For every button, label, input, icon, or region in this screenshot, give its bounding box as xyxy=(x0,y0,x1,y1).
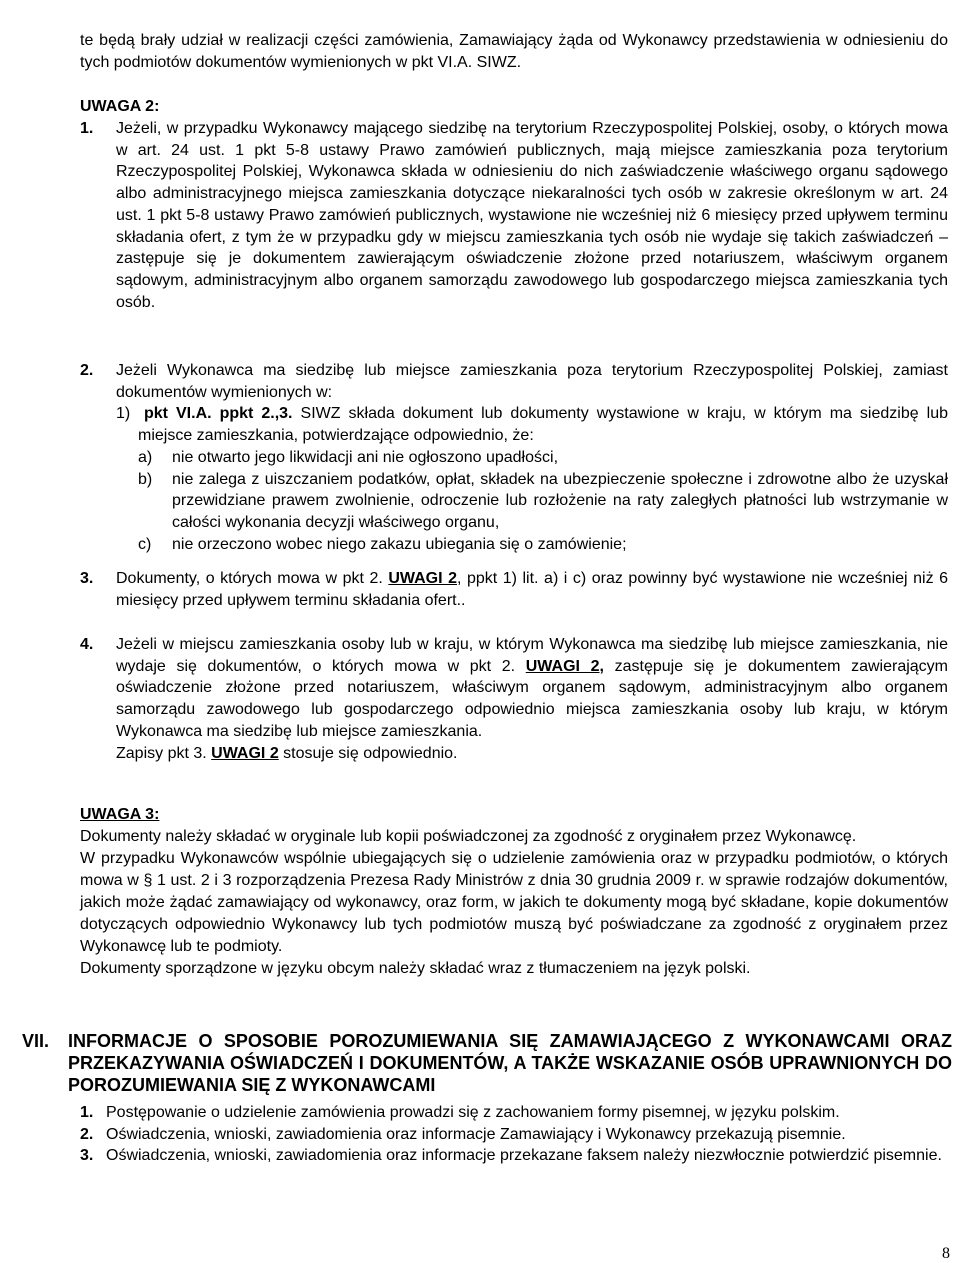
point-4-note xyxy=(116,743,948,765)
uwagi-2-reference: UWAGI 2, xyxy=(525,657,604,675)
subpoint-bold: pkt VI.A. ppkt 2.,3. xyxy=(144,405,293,423)
point-text xyxy=(116,634,948,743)
section-sign: § xyxy=(143,872,153,889)
uwaga2-heading: UWAGA 2: xyxy=(80,98,160,115)
item-number: 1. xyxy=(80,1104,94,1121)
text-part: stosuje się odpowiednio. xyxy=(278,744,458,762)
uwaga3-heading: UWAGA 3: xyxy=(80,806,160,823)
intro-text: te będą brały udział w realizacji części zamówienia, Zamawiający żąda od Wykonawcy przedstawienia w odniesieniu do tych podmiotów dokumentów wymienionych w pkt VI.A. SIWZ. xyxy=(80,32,948,71)
uwaga2-point-2 xyxy=(80,360,948,555)
uwaga2-point-1 xyxy=(80,118,948,313)
uwaga3-paragraph-3: Dokumenty sporządzone w języku obcym należy składać wraz z tłumaczeniem na język polski. xyxy=(80,960,751,977)
item-label: b) xyxy=(138,470,153,488)
item-text: Oświadczenia, wnioski, zawiadomienia oraz informacje przekazane faksem należy niezwłocznie potwierdzić pisemnie. xyxy=(106,1147,942,1165)
list-item xyxy=(138,534,948,556)
item-text: Oświadczenia, wnioski, zawiadomienia oraz informacje Zamawiający i Wykonawcy przekazują pisemnie. xyxy=(106,1125,846,1143)
section-7-list xyxy=(80,1102,955,1167)
list-item xyxy=(80,1124,955,1146)
section-title: INFORMACJE O SPOSOBIE POROZUMIEWANIA SIĘ ZAMAWIAJĄCEGO Z WYKONAWCAMI ORAZ PRZEKAZYWANIA OŚWIADCZEŃ I DOKUMENTÓW, A TAKŻE WSKAZANIE OSÓB UPRAWNIONYCH DO POROZUMIEWANIA SIĘ Z WYKONAWCAMI xyxy=(68,1031,952,1095)
list-item xyxy=(80,1102,955,1124)
text-part: Jeżeli w miejscu zamieszkania osoby lub w kraju, w którym Wykonawca ma siedzibę lub miejsce zamieszkania, nie wydaje się dokumentów, o których mowa w pkt 2. xyxy=(116,636,948,675)
point-number: 4. xyxy=(80,636,94,653)
item-text: nie otwarto jego likwidacji ani nie ogłoszono upadłości, xyxy=(172,448,559,466)
text-part: Zapisy pkt 3. xyxy=(116,744,212,762)
subpoint-rest: SIWZ składa dokument lub dokumenty wystawione w kraju, w którym ma siedzibę lub miejsce zamieszkania, potwierdzające odpowiednio, że: xyxy=(138,405,948,445)
text-part: Dokumenty, o których mowa w pkt 2. xyxy=(116,570,389,587)
item-label: a) xyxy=(138,448,153,466)
text-part: W przypadku Wykonawców wspólnie ubiegających się o udzielenie zamówienia oraz w przypadku podmiotów, o których mowa w xyxy=(80,850,948,889)
point-text: Jeżeli, w przypadku Wykonawcy mającego siedzibę na terytorium Rzeczypospolitej Polskiej, osoby, o których mowa w art. 24 ust. 1 pkt 5-8 ustawy Prawo zamówień publicznych, mają miejsce zamieszkania poza terytorium Rzeczypospolitej Polskiej, Wykonawca składa w odniesieniu do nich zaświadczenie właściwego organu sądowego albo administracyjnego miejsca zamieszkania dotyczące niekaralności tych osób w zakresie określonym w art. 24 ust. 1 pkt 5-8 ustawy Prawo zamówień publicznych, wystawione nie wcześniej niż 6 miesięcy przed upływem terminu składania ofert, z tym że w przypadku gdy w miejscu zamieszkania tych osób nie wydaje się takich zaświadczeń – zastępuje się je dokumentem zawierającym oświadczenie złożone przed notariuszem, właściwym organem sądowym, administracyjnym albo organem samorządu zawodowego lub gospodarczego miejsca zamieszkania tych osób. xyxy=(116,120,948,311)
page-number: 8 xyxy=(942,1245,950,1262)
subpoint-number: 1) xyxy=(116,405,131,423)
uwaga3-block xyxy=(80,804,948,980)
section-number: VII. xyxy=(22,1031,50,1051)
uwagi-2-reference: UWAGI 2 xyxy=(211,744,279,762)
text-part: zastępuje się je dokumentem zawierającym oświadczenie złożone przed notariuszem, właściwym organem sądowym, administracyjnym albo organem samorządu zawodowego lub gospodarczego odpowiednio miejsca zamieszkania osoby lub kraju, w którym Wykonawca ma siedzibę lub miejsce zamieszkania. xyxy=(116,657,949,740)
point-text: Jeżeli Wykonawca ma siedzibę lub miejsce zamieszkania poza terytorium Rzeczypospolitej Polskiej, zamiast dokumentów wymienionych w: xyxy=(116,362,948,401)
item-number: 2. xyxy=(80,1125,94,1143)
point-text xyxy=(116,568,948,611)
item-number: 3. xyxy=(80,1147,94,1165)
text-part: , ppkt 1) lit. a) i c) oraz powinny być wystawione nie wcześniej niż 6 miesięcy przed upływem terminu składania ofert.. xyxy=(116,570,949,609)
uwaga3-paragraph-2 xyxy=(80,848,948,958)
item-text: nie orzeczono wobec niego zakazu ubiegania się o zamówienie; xyxy=(172,535,627,553)
intro-paragraph xyxy=(80,30,948,73)
text-part: 1 ust. 2 i 3 rozporządzenia Prezesa Rady Ministrów z dnia 30 grudnia 2009 r. w sprawie rodzajów dokumentów, jakich może żądać zamawiający od wykonawcy, oraz form, w jakich te dokumenty mogą być składane, kopie dokumentów dotyczących odpowiednio Wykonawcy lub tych podmiotów muszą być poświadczane za zgodność z oryginałem przez Wykonawcę lub te podmioty. xyxy=(80,872,948,955)
uwaga2-point-3 xyxy=(80,568,948,611)
list-item xyxy=(80,1145,955,1167)
section-7-heading xyxy=(22,1030,952,1096)
point-number: 1. xyxy=(80,120,94,137)
point-number: 3. xyxy=(80,570,94,587)
subpoint-text xyxy=(138,403,948,446)
uwagi-2-reference: UWAGI 2 xyxy=(388,570,457,587)
item-label: c) xyxy=(138,535,152,553)
uwaga3-paragraph-1: Dokumenty należy składać w oryginale lub kopii poświadczonej za zgodność z oryginałem przez Wykonawcę. xyxy=(80,828,857,845)
item-text: Postępowanie o udzielenie zamówienia prowadzi się z zachowaniem formy pisemnej, w języku polskim. xyxy=(106,1104,840,1121)
list-item xyxy=(138,469,948,534)
uwaga2-point-4 xyxy=(80,634,948,764)
item-text: nie zalega z uiszczaniem podatków, opłat, składek na ubezpieczenie społeczne i zdrowotne albo że uzyskał przewidziane prawem zwolnienie, odroczenie lub rozłożenie na raty zaległych płatności lub wstrzymanie w całości wykonania decyzji właściwego organu, xyxy=(172,470,948,531)
list-item xyxy=(138,447,948,469)
point-number: 2. xyxy=(80,362,94,379)
